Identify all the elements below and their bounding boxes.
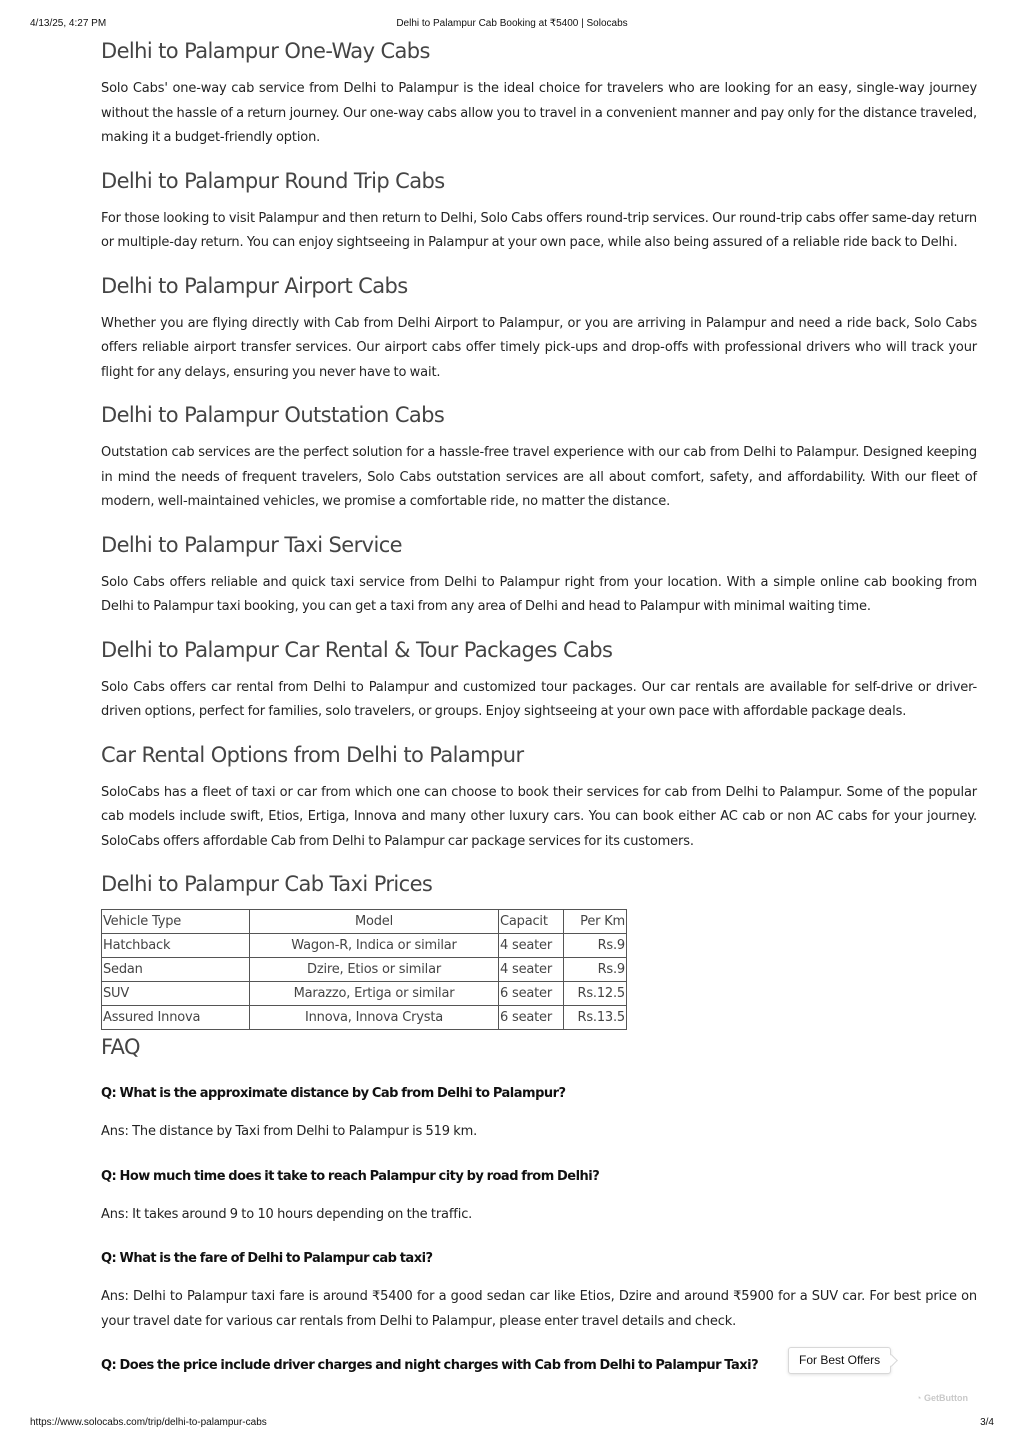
section-text-airport: Whether you are flying directly with Cab from Delhi Airport to Palampur, or you are arriving in Palampur and need a ride back, Solo Cabs offers reliable airport transfer services. Our airport cabs offer timely pick-ups and drop-offs with professional drivers who will track your flight for any delays, ensuring you never have to wait. <box>101 315 977 380</box>
section-heading-round-trip: Delhi to Palampur Round Trip Cabs <box>101 168 445 193</box>
section-heading-outstation: Delhi to Palampur Outstation Cabs <box>101 403 445 427</box>
faq-question: Q: What is the fare of Delhi to Palampur cab taxi? <box>101 1251 433 1266</box>
table-row <box>102 1006 627 1030</box>
table-cell: Rs.9 <box>564 934 627 958</box>
section-text-outstation: Outstation cab services are the perfect solution for a hassle-free travel experience with our cab from Delhi to Palampur. Designed keeping in mind the needs of frequent travelers, Solo Cabs outstation services are all about comfort, safety, and affordability. With our fleet of modern, well-maintained vehicles, we promise a comfortable ride, no matter the distance. <box>101 445 977 509</box>
table-row <box>102 982 627 1006</box>
table-cell: Hatchback <box>102 934 250 958</box>
faq-answer: Ans: It takes around 9 to 10 hours depending on the traffic. <box>101 1206 473 1222</box>
print-datetime: 4/13/25, 4:27 PM <box>30 18 107 29</box>
faq-answer: Ans: Delhi to Palampur taxi fare is around ₹5400 for a good sedan car like Etios, Dzire and around ₹5900 for a SUV car. For best price on your travel date for various car rentals from Delhi to Palampur, please enter travel details and check. <box>101 1289 977 1329</box>
faq-question: Q: How much time does it take to reach Palampur city by road from Delhi? <box>101 1168 600 1184</box>
print-url: https://www.solocabs.com/trip/delhi-to-palampur-cabs <box>30 1417 267 1428</box>
faq-question: Q: What is the approximate distance by Cab from Delhi to Palampur? <box>101 1086 566 1101</box>
section-heading-car-rental-tours: Delhi to Palampur Car Rental & Tour Packages Cabs <box>101 637 613 662</box>
table-cell: Innova, Innova Crysta <box>250 1006 499 1030</box>
section-text-rental-options: SoloCabs has a fleet of taxi or car from which one can choose to book their services for cab from Delhi to Palampur. Some of the popular cab models include swift, Etios, Ertiga, Innova and many other luxury cars. You can book either AC cab or non AC cabs for your journey. SoloCabs offers affordable Cab from Delhi to Palampur car package services for its customers. <box>101 784 977 849</box>
section-heading-airport: Delhi to Palampur Airport Cabs <box>101 273 408 298</box>
table-cell: Marazzo, Ertiga or similar <box>250 982 499 1006</box>
table-row <box>102 958 627 982</box>
table-cell: 4 seater <box>499 934 564 958</box>
table-cell: Assured Innova <box>102 1006 250 1030</box>
table-cell: Wagon-R, Indica or similar <box>250 934 499 958</box>
table-cell: Rs.12.5 <box>564 982 627 1006</box>
table-cell: 4 seater <box>499 958 564 982</box>
table-cell: Dzire, Etios or similar <box>250 958 499 982</box>
faq-heading: FAQ <box>101 1035 140 1059</box>
getbutton-brand-link[interactable] <box>916 1393 968 1403</box>
best-offers-button[interactable]: For Best Offers <box>788 1347 891 1374</box>
column-header: Model <box>250 910 499 934</box>
print-page-title: Delhi to Palampur Cab Booking at ₹5400 | Solocabs <box>396 18 628 29</box>
faq-question: Q: Does the price include driver charges and night charges with Cab from Delhi to Palampur Taxi? <box>101 1358 759 1373</box>
getbutton-logo-icon: ◔ <box>916 1393 922 1403</box>
section-text-round-trip: For those looking to visit Palampur and then return to Delhi, Solo Cabs offers round-trip services. Our round-trip cabs offer same-day return or multiple-day return. You can enjoy sightseeing in Palampur at your own pace, while also being assured of a reliable ride back to Delhi. <box>101 210 977 250</box>
print-footer <box>30 1417 994 1431</box>
price-table <box>101 909 627 1030</box>
table-header-row <box>102 910 627 934</box>
print-page-number: 3/4 <box>980 1417 994 1428</box>
table-cell: Rs.9 <box>564 958 627 982</box>
section-heading-rental-options: Car Rental Options from Delhi to Palampur <box>101 742 524 767</box>
table-cell: 6 seater <box>499 1006 564 1030</box>
table-cell: Rs.13.5 <box>564 1006 627 1030</box>
column-header: Capacit <box>499 910 564 934</box>
section-heading-taxi-service: Delhi to Palampur Taxi Service <box>101 532 402 557</box>
section-heading-one-way: Delhi to Palampur One-Way Cabs <box>101 39 430 63</box>
print-header <box>30 18 994 32</box>
table-cell: SUV <box>102 982 250 1006</box>
column-header: Per Km <box>564 910 627 934</box>
table-row <box>102 934 627 958</box>
faq-answer: Ans: The distance by Taxi from Delhi to Palampur is 519 km. <box>101 1124 478 1139</box>
prices-heading: Delhi to Palampur Cab Taxi Prices <box>101 872 433 896</box>
table-cell: 6 seater <box>499 982 564 1006</box>
section-text-taxi-service: Solo Cabs offers reliable and quick taxi service from Delhi to Palampur right from your location. With a simple online cab booking from Delhi to Palampur taxi booking, you can get a taxi from any area of Delhi and head to Palampur with minimal waiting time. <box>101 574 977 614</box>
section-text-car-rental-tours: Solo Cabs offers car rental from Delhi to Palampur and customized tour packages. Our car rentals are available for self-drive or driver-driven options, perfect for families, solo travelers, or groups. Enjoy sightseeing at your own pace with affordable package deals. <box>101 679 977 719</box>
column-header: Vehicle Type <box>102 910 250 934</box>
article-content <box>101 36 977 1378</box>
getbutton-label: GetButton <box>923 1393 968 1403</box>
table-cell: Sedan <box>102 958 250 982</box>
section-text-one-way: Solo Cabs' one-way cab service from Delhi to Palampur is the ideal choice for travelers who are looking for an easy, single-way journey without the hassle of a return journey. Our one-way cabs allow you to travel in a convenient manner and pay only for the distance traveled, making it a budget-friendly option. <box>101 81 977 145</box>
